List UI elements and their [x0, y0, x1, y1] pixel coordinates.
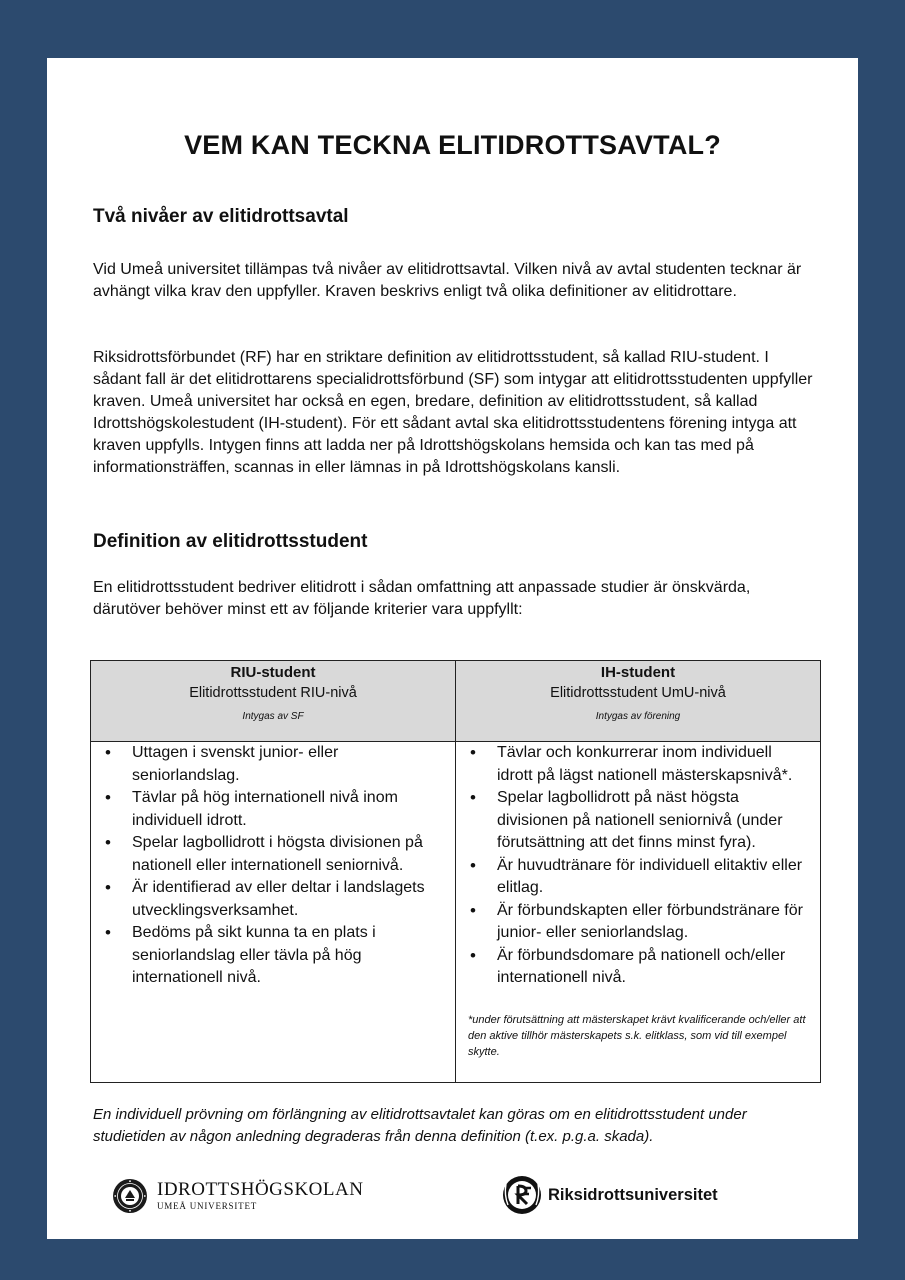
list-item: • Är identifierad av eller deltar i landslagets utvecklingsverksamhet. [91, 877, 455, 922]
paragraph-criteria-intro: En elitidrottsstudent bedriver elitidrott i sådan omfattning att anpassade studier är önskvärda, därutöver behöver minst ett av följande kriterier vara uppfyllt: [93, 579, 751, 618]
idrottshogskolan-name: IDROTTSHÖGSKOLAN [157, 1179, 364, 1200]
section-heading-levels: Två nivåer av elitidrottsavtal [93, 206, 349, 227]
riu-subtitle: Elitidrottsstudent RIU-nivå [189, 685, 357, 701]
university-seal-icon [112, 1178, 148, 1214]
ih-header-cell [456, 661, 821, 742]
riu-header-cell [91, 661, 456, 742]
document-page [47, 58, 858, 1239]
list-item: • Är förbundskapten eller förbundstränare för junior- eller seniorlandslag. [456, 900, 820, 945]
riu-note: Intygas av SF [242, 711, 304, 722]
list-item: • Tävlar och konkurrerar inom individuell idrott på lägst nationell mästerskapsnivå*. [456, 742, 820, 787]
ih-subtitle: Elitidrottsstudent UmU-nivå [550, 685, 726, 701]
riu-criteria-cell [91, 742, 456, 1083]
list-item: • Är förbundsdomare på nationell och/eller internationell nivå. [456, 945, 820, 990]
list-item: • Bedöms på sikt kunna ta en plats i seniorlandslag eller tävla på hög internationell nivå. [91, 922, 455, 990]
riu-criteria-list [91, 742, 455, 990]
riksidrottsuniversitet-name: Riksidrottsuniversitet [548, 1185, 718, 1204]
paragraph-definitions: Riksidrottsförbundet (RF) har en striktare definition av elitidrottsstudent, så kallad RIU-student. I sådant fall är det elitidrottarens specialidrottsförbund (SF) som intygar att elitidrottsstudenten uppfyller kraven. Umeå universitet har också en egen, bredare, definition av elitidrottsstudent, så kallad Idrottshögskolestudent (IH-student). För ett sådant avtal ska elitidrottsstudentens förening intyga att kraven uppfylls. Intygen finns att ladda ner på Idrottshögskolans hemsida och kan tas med på informationsträffen, scannas in eller lämnas in på Idrottshögskolans kansli. [93, 349, 813, 476]
ih-footnote: *under förutsättning att mästerskapet krävt kvalificerande och/eller att den aktive tillhör mästerskapets s.k. elitklass, som vid till exempel skytte. [468, 1013, 806, 1058]
rf-emblem-icon [502, 1175, 542, 1215]
paragraph-intro: Vid Umeå universitet tillämpas två nivåer av elitidrottsavtal. Vilken nivå av avtal studenten tecknar är avhängt vilka krav den uppfyller. Kraven beskrivs enligt två olika definitioner av elitidrottare. [93, 261, 802, 300]
list-item: • Är huvudtränare för individuell elitaktiv eller elitlag. [456, 855, 820, 900]
riksidrottsuniversitet-logo [502, 1175, 718, 1215]
riu-title: RIU-student [230, 664, 316, 681]
criteria-table [90, 660, 821, 1083]
idrottshogskolan-logo [112, 1176, 363, 1216]
page-title: VEM KAN TECKNA ELITIDROTTSAVTAL? [184, 130, 721, 160]
ih-criteria-cell [456, 742, 821, 1083]
ih-title: IH-student [600, 664, 676, 681]
ih-criteria-list [456, 742, 820, 990]
list-item: • Spelar lagbollidrott på näst högsta divisionen på nationell seniornivå (under förutsättning att det finns minst fyra). [456, 787, 820, 855]
umea-universitet-label: UMEÅ UNIVERSITET [157, 1201, 258, 1211]
list-item: • Uttagen i svenskt junior- eller seniorlandslag. [91, 742, 455, 787]
list-item: • Tävlar på hög internationell nivå inom individuell idrott. [91, 787, 455, 832]
list-item: • Spelar lagbollidrott i högsta divisionen på nationell eller internationell seniornivå. [91, 832, 455, 877]
ih-note: Intygas av förening [595, 711, 681, 722]
section-heading-definition: Definition av elitidrottsstudent [93, 531, 368, 552]
closing-note: En individuell prövning om förlängning av elitidrottsavtalet kan göras om en elitidrottsstudent under studietiden av någon anledning degraderas från denna definition (t.ex. p.g.a. skada). [93, 1106, 747, 1145]
